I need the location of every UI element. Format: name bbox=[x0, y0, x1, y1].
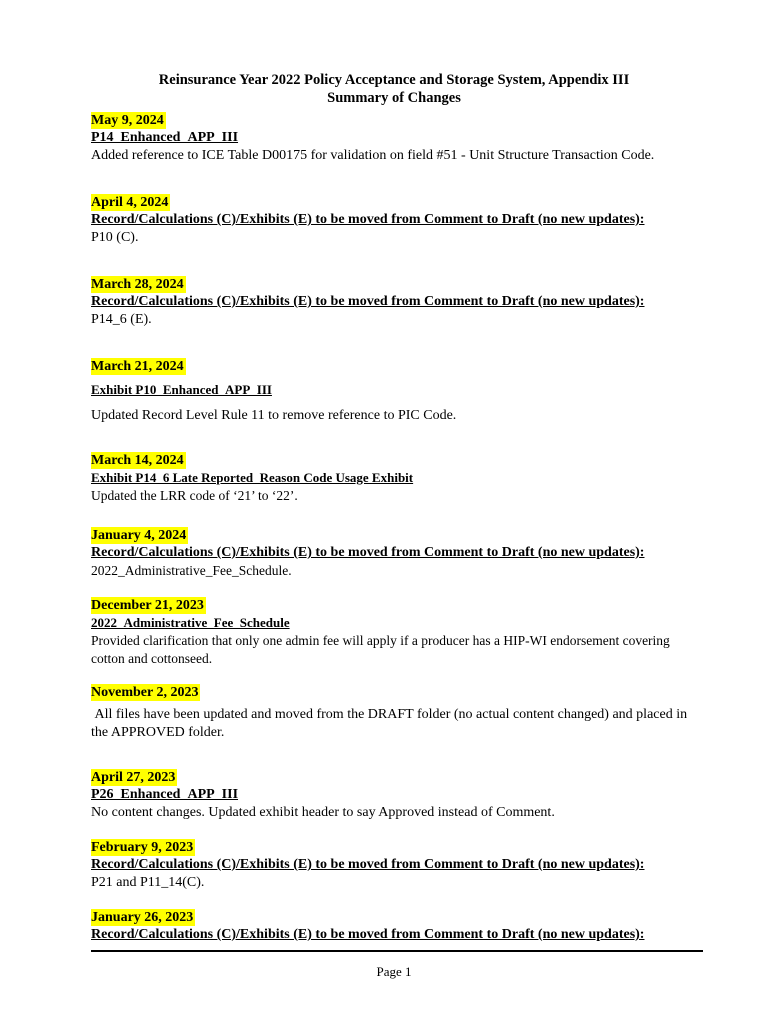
change-entry bbox=[91, 193, 731, 247]
entry-text: All files have been updated and moved from the DRAFT folder (no actual content changed) and placed in the APPROVED folder. bbox=[91, 707, 691, 740]
footer-divider bbox=[91, 950, 703, 952]
entry-date: January 4, 2024 bbox=[91, 528, 187, 543]
change-entry bbox=[91, 275, 731, 329]
entry-date: November 2, 2023 bbox=[91, 685, 199, 700]
page-number: Page 1 bbox=[376, 964, 412, 979]
change-entry bbox=[91, 526, 731, 580]
entry-date: April 4, 2024 bbox=[91, 195, 169, 210]
change-entry bbox=[91, 908, 731, 944]
entry-date: February 9, 2023 bbox=[91, 840, 194, 855]
entry-heading: P14_Enhanced_APP_III bbox=[91, 130, 239, 145]
entry-date: April 27, 2023 bbox=[91, 770, 176, 785]
entry-text: No content changes. Updated exhibit header to say Approved instead of Comment. bbox=[91, 805, 555, 820]
entry-heading: Record/Calculations (C)/Exhibits (E) to be moved from Comment to Draft (no new updates): bbox=[91, 294, 645, 309]
entry-heading: Record/Calculations (C)/Exhibits (E) to be moved from Comment to Draft (no new updates): bbox=[91, 212, 645, 227]
entry-date: March 14, 2024 bbox=[91, 453, 184, 468]
change-entry bbox=[91, 357, 731, 425]
entry-heading: Exhibit P14_6 Late Reported_Reason Code Usage Exhibit bbox=[91, 470, 414, 485]
entry-date: March 21, 2024 bbox=[91, 359, 184, 374]
entry-date: December 21, 2023 bbox=[91, 598, 204, 613]
entry-heading: Record/Calculations (C)/Exhibits (E) to be moved from Comment to Draft (no new updates): bbox=[91, 857, 645, 872]
entry-date: January 26, 2023 bbox=[91, 910, 194, 925]
entry-text: P21 and P11_14(C). bbox=[91, 875, 205, 890]
entry-text: Provided clarification that only one admin fee will apply if a producer has a HIP-WI endorsement covering cotton and cottonseed. bbox=[91, 633, 670, 666]
document-title: Reinsurance Year 2022 Policy Acceptance and Storage System, Appendix III bbox=[158, 72, 630, 88]
change-entry bbox=[91, 111, 731, 165]
entry-date: May 9, 2024 bbox=[91, 113, 164, 128]
entry-date: March 28, 2024 bbox=[91, 277, 184, 292]
entry-text: Updated the LRR code of ‘21’ to ‘22’. bbox=[91, 488, 298, 503]
entry-text: P10 (C). bbox=[91, 230, 139, 245]
entry-heading: Exhibit P10_Enhanced_APP_III bbox=[91, 382, 272, 397]
change-entry bbox=[91, 596, 731, 668]
change-entry bbox=[91, 768, 731, 822]
entry-heading: P26_Enhanced_APP_III bbox=[91, 787, 239, 802]
entry-text: Updated Record Level Rule 11 to remove reference to PIC Code. bbox=[91, 408, 457, 423]
entry-text: Added reference to ICE Table D00175 for validation on field #51 - Unit Structure Transaction Code. bbox=[91, 148, 655, 163]
entry-text: 2022_Administrative_Fee_Schedule. bbox=[91, 563, 292, 578]
entry-text: P14_6 (E). bbox=[91, 312, 152, 327]
entry-heading: Record/Calculations (C)/Exhibits (E) to be moved from Comment to Draft (no new updates): bbox=[91, 927, 645, 942]
entry-heading: Record/Calculations (C)/Exhibits (E) to be moved from Comment to Draft (no new updates): bbox=[91, 545, 645, 560]
entry-heading: 2022_Administrative_Fee_Schedule bbox=[91, 615, 290, 630]
document-subtitle: Summary of Changes bbox=[327, 90, 461, 106]
change-entry bbox=[91, 838, 731, 892]
change-entry bbox=[91, 451, 731, 505]
change-entry bbox=[91, 683, 731, 742]
